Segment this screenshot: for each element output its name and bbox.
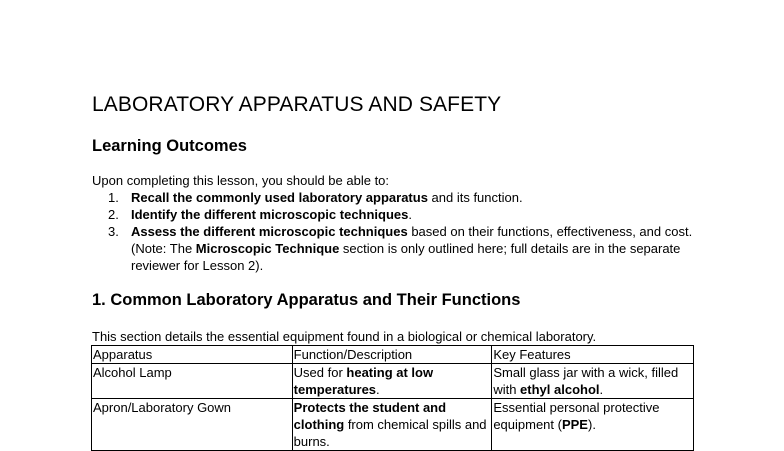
table-row (92, 399, 694, 451)
column-header-function: Function/Description (292, 346, 492, 364)
column-header-features: Key Features (492, 346, 694, 364)
list-item-text: and its function. (427, 190, 523, 205)
apparatus-table (91, 345, 694, 451)
section-heading: 1. Common Laboratory Apparatus and Their Functions (92, 291, 521, 309)
cell-text: ). (587, 417, 596, 432)
list-item (92, 206, 702, 223)
cell-bold: Protects the student and clothing (293, 400, 447, 432)
learning-outcomes-intro: Upon completing this lesson, you should be able to: (92, 173, 390, 188)
section-description: This section details the essential equipment found in a biological or chemical laboratory. (92, 329, 597, 344)
learning-outcomes-heading: Learning Outcomes (92, 137, 247, 155)
list-number: 3. (108, 224, 119, 239)
cell-text: Essential personal protective equipment ( (493, 400, 660, 432)
table-header-row (92, 346, 694, 364)
list-item-bold: Microscopic Technique (195, 241, 340, 256)
list-item-text: . (408, 207, 413, 222)
list-number: 1. (108, 190, 119, 205)
list-number: 2. (108, 207, 119, 222)
list-item-bold: Identify the different microscopic techniques (131, 207, 409, 222)
list-item-text: section is only outlined here; full details are in the separate reviewer for Lesson 2). (131, 241, 681, 273)
list-item (92, 189, 702, 206)
apparatus-function (292, 364, 492, 399)
apparatus-function (292, 399, 492, 451)
apparatus-name: Apron/Laboratory Gown (92, 399, 293, 451)
cell-bold: ethyl alcohol (520, 382, 600, 397)
cell-bold: PPE (561, 417, 588, 432)
cell-text: from chemical spills and burns. (293, 417, 487, 449)
list-item-text: based on their functions, effectiveness, and cost. (Note: The (131, 224, 693, 256)
document-title: LABORATORY APPARATUS AND SAFETY (92, 93, 502, 116)
list-item-bold: Assess the different microscopic techniques (131, 224, 408, 239)
cell-text: . (599, 382, 604, 397)
column-header-apparatus: Apparatus (92, 346, 293, 364)
learning-outcomes-list (92, 189, 702, 274)
list-item (92, 223, 702, 274)
cell-bold: heating at low temperatures (293, 365, 434, 397)
cell-text: . (376, 382, 380, 397)
apparatus-features (492, 364, 694, 399)
cell-text: Used for (293, 365, 347, 380)
table-row (92, 364, 694, 399)
apparatus-name: Alcohol Lamp (92, 364, 293, 399)
list-item-bold: Recall the commonly used laboratory apparatus (131, 190, 428, 205)
cell-text: Small glass jar with a wick, filled with (493, 365, 679, 397)
apparatus-features (492, 399, 694, 451)
